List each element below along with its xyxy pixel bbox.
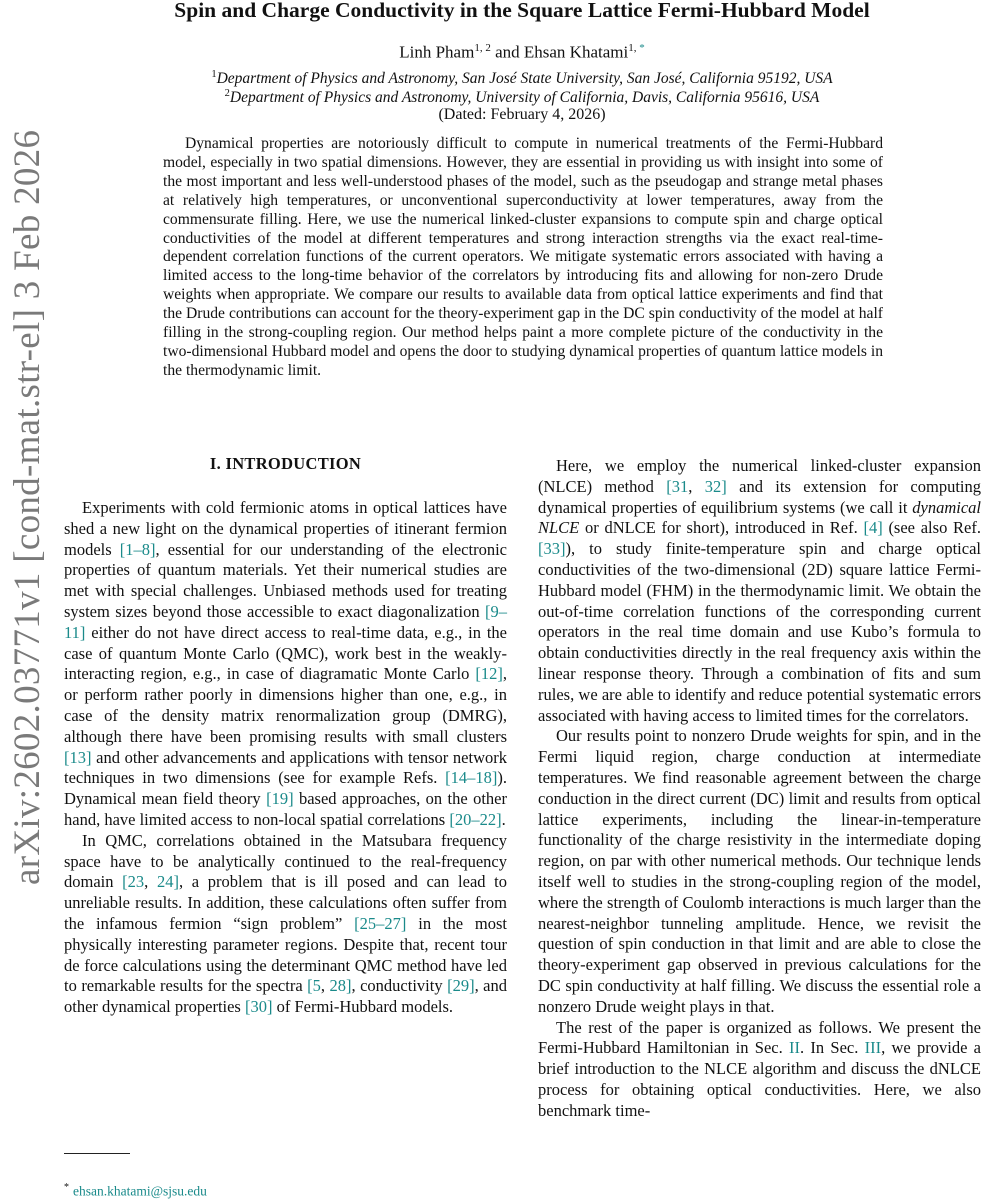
affiliation-2: $^2$Department of Physics and Astronomy, University of California, Davis, California 95616, USA <box>224 88 820 107</box>
paragraph: Experiments with cold fermionic atoms in optical lattices have shed a new light on the dynamical properties of itinerant fermion models [1–8], essential for our understanding of the electronic properties of quantum materials. Yet their numerical studies are met with special challenges. Unbiased methods used for treating system sizes beyond those accessible to exact diagonalization [9–11] either do not have direct access to real-time data, e.g., in the case of quantum Monte Carlo (QMC), work best in the weakly-interacting region, e.g., in case of diagramatic Monte Carlo [12], or perform rather poorly in dimensions higher than one, e.g., in case of the density matrix renormalization group (DMRG), although there have been promising results with small clusters [13] and other advancements and applications with tensor network techniques in two dimensions (see for example Refs. [14–18]). Dynamical mean field theory [19] based approaches, on the other hand, have limited access to non-local spatial correlations [20–22]. <box>64 498 507 829</box>
paragraph: Here, we employ the numerical linked-cluster expansion (NLCE) method [31, 32] and its extension for computing dynamical properties of equilibrium systems (we call it dynamical NLCE or dNLCE for short), introduced in Ref. [4] (see also Ref. [33]), to study finite-temperature spin and charge optical conductivities of the two-dimensional (2D) square lattice Fermi-Hubbard model (FHM) in the thermodynamic limit. We obtain the out-of-time correlation functions of the corresponding current operators in the real time domain and use Kubo’s formula to obtain conductivities directly in the real frequency axis within the linear response theory. Through a combination of fits and sum rules, we are able to identify and reduce potential systematic errors associated with having access to limited times for the correlators. <box>538 456 982 725</box>
paragraph: In QMC, correlations obtained in the Matsubara frequency space have to be analytically continued to the real-frequency domain [23, 24], a problem that is ill posed and can lead to unreliable results. In addition, these calculations often suffer from the infamous fermion “sign problem” [25–27] in the most physically interesting parameter regions. Despite that, recent tour de force calculations using the determinant QMC method have led to remarkable results for the spectra [5, 28], conductivity [29], and other dynamical properties [30] of Fermi-Hubbard models. <box>64 830 508 1017</box>
paper-title: Spin and Charge Conductivity in the Square Lattice Fermi-Hubbard Model <box>174 0 870 22</box>
citation-link[interactable]: 24] <box>156 872 179 892</box>
citation-link[interactable]: [9–11] <box>64 601 507 642</box>
footnote <box>64 1182 207 1200</box>
date-line: (Dated: February 4, 2026) <box>438 106 606 123</box>
author-affil-mark: 1, * <box>628 42 645 54</box>
author-line <box>0 42 983 63</box>
author-name: Ehsan Khatami <box>523 42 629 62</box>
footnote-rule <box>64 1153 130 1154</box>
citation-link[interactable]: [1–8] <box>119 539 156 559</box>
left-column <box>64 498 507 1018</box>
email-link[interactable]: ehsan.khatami@sjsu.edu <box>73 1183 207 1199</box>
author-conjunction: and <box>490 42 524 62</box>
citation-link[interactable]: [33] <box>538 539 566 559</box>
citation-link[interactable]: [29] <box>447 976 475 996</box>
citation-link[interactable]: [30] <box>244 997 273 1017</box>
citation-link[interactable]: [25–27] <box>354 913 407 933</box>
citation-link[interactable]: [20–22] <box>449 809 502 829</box>
abstract: Dynamical properties are notoriously difficult to compute in numerical treatments of the Fermi-Hubbard model, especially in two spatial dimensions. However, they are essential in providing us with insight into some of the most important and less well-understood phases of the model, such as the pseudogap and strange metal phases at relatively high temperatures, or unconventional superconductivity at lower temperatures, away from the commensurate filling. Here, we use the numerical linked-cluster expansions to compute spin and charge optical conductivities of the model at different temperatures and strong interaction strengths via the exact real-time-dependent correlation functions of the current operators. We mitigate systematic errors associated with having a limited access to the long-time behavior of the correlators by introducing fits and allowing for non-zero Drude weights when appropriate. We compare our results to available data from optical lattice experiments and find that the Drude contributions can account for the theory-experiment gap in the DC spin conductivity of the model at half filling in the strong-coupling region. Our method helps paint a more complete picture of the conductivity in the two-dimensional Hubbard model and opens the door to studying dynamical properties of quantum lattice models in the thermodynamic limit. <box>163 135 883 379</box>
citation-link[interactable]: [19] <box>266 789 294 809</box>
right-column <box>538 456 981 1122</box>
citation-link[interactable]: 32] <box>704 476 727 496</box>
footnote-mark: * <box>64 1182 69 1193</box>
citation-link[interactable]: [5 <box>307 976 321 996</box>
citation-link[interactable]: [31 <box>666 476 689 496</box>
paragraph: Our results point to nonzero Drude weights for spin, and in the Fermi liquid region, charge conduction at intermediate temperatures. We find reasonable agreement between the charge conduction in the direct current (DC) limit and results from optical lattice experiments, including the linear-in-temperature functionality of the charge resistivity in the intermediate doping region, on par with other numerical methods. Our technique lends itself well to studies in the strong-coupling region of the model, where the strength of Coulomb interactions is much larger than the nearest-neighbor tunneling amplitude. Hence, we revisit the question of spin conduction in that limit and are able to close the theory-experiment gap observed in previous calculations for the DC spin conductivity at half filling. We discuss the essential role a nonzero Drude weight plays in that. <box>538 726 981 1016</box>
corresponding-author-link[interactable]: * <box>639 42 645 54</box>
section-link[interactable]: III <box>864 1038 882 1058</box>
citation-link[interactable]: [14–18] <box>445 768 498 788</box>
section-link[interactable]: II <box>788 1038 800 1058</box>
citation-link[interactable]: [23 <box>122 872 145 892</box>
citation-link[interactable]: [4] <box>863 518 883 538</box>
citation-link[interactable]: [13] <box>64 747 92 767</box>
author-affil-mark: 1, 2 <box>474 42 491 54</box>
citation-link[interactable]: [12] <box>475 664 503 684</box>
arxiv-identifier: arXiv:2602.03771v1 [cond-mat.str-el] 3 Feb 2026 <box>7 129 48 885</box>
citation-link[interactable]: 28] <box>329 976 352 996</box>
section-heading: I. INTRODUCTION <box>209 454 362 473</box>
paragraph: The rest of the paper is organized as follows. We present the Fermi-Hubbard Hamiltonian in Sec. II. In Sec. III, we provide a brief introduction to the NLCE algorithm and discuss the dNLCE process for obtaining optical conductivities. Here, we also benchmark time- <box>538 1017 981 1120</box>
affiliation-1: $^1$Department of Physics and Astronomy, San José State University, San José, California 95192, USA <box>211 69 833 88</box>
author-name: Linh Pham <box>399 42 475 62</box>
